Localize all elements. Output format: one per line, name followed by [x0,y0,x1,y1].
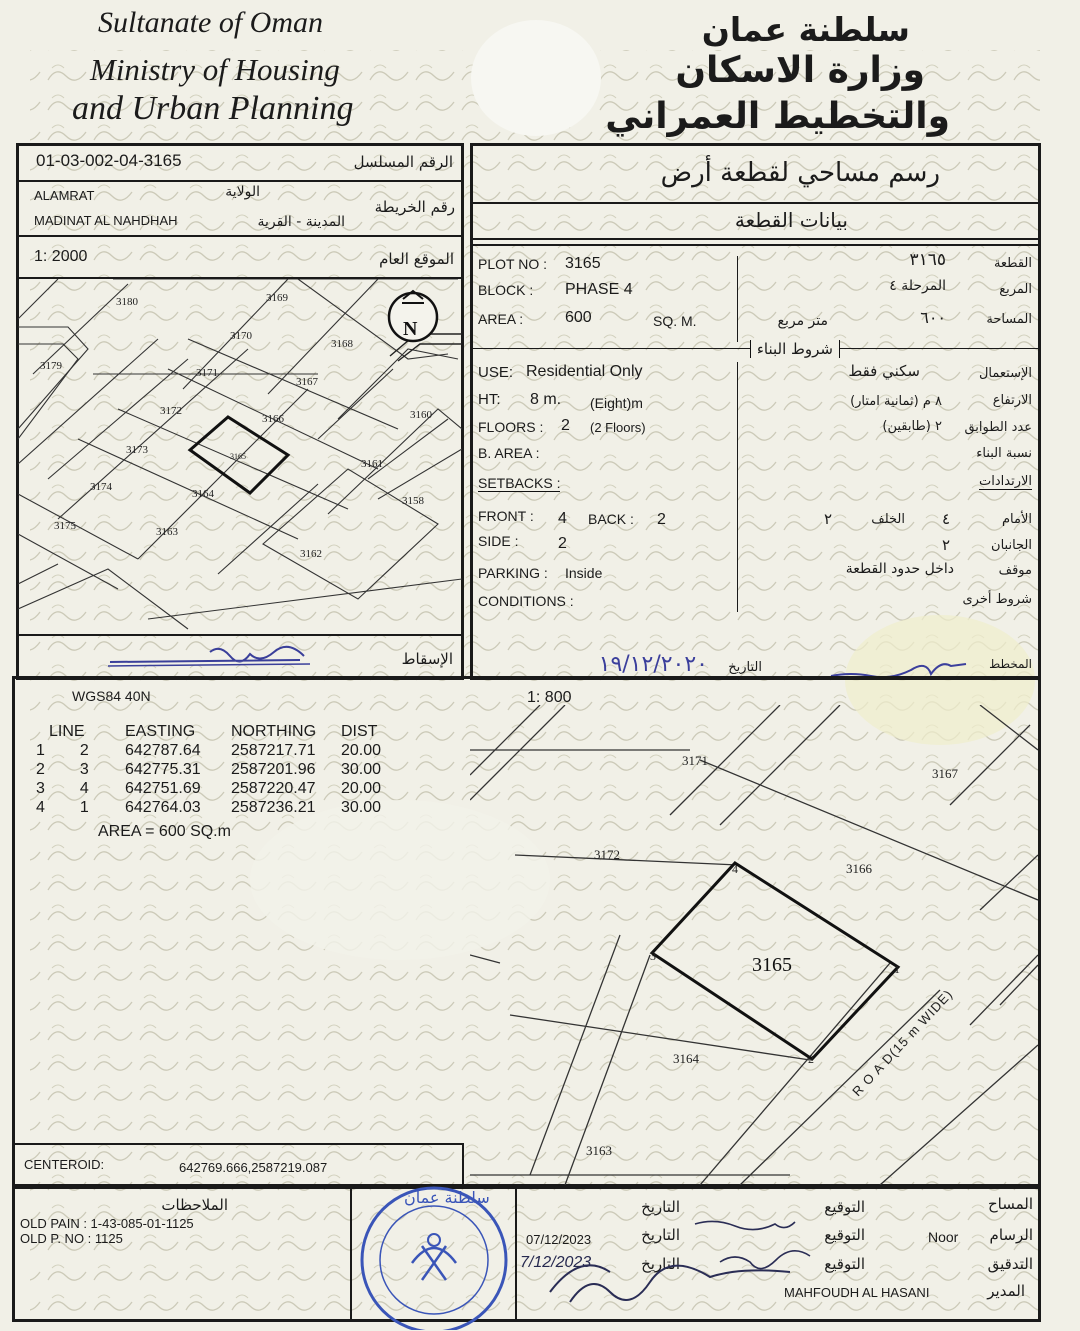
detail-plan-map [470,705,1038,1185]
plot-label: 3171 [682,753,708,768]
planner-date-handwritten: ١٩/١٢/٢٠٢٠ [598,652,708,677]
location-plot-label: 3166 [262,413,284,425]
date-label-3: التاريخ [641,1255,680,1273]
corner-label: 1 [894,962,900,976]
line-from: 1 [36,742,45,759]
floors-value: 2 [561,417,570,434]
location-plot-label: 3160 [410,409,432,421]
director-label: المدير [987,1282,1025,1300]
use-label-ar: الإستعمال [978,366,1032,381]
front-ar: ٤ [941,510,950,528]
corner-label: 2 [808,1052,814,1066]
back-ar: ٢ [823,510,832,528]
date-label-2: التاريخ [641,1226,680,1244]
height-ar: ٨ م (ثمانية امتار) [850,394,942,409]
line-from: 2 [36,761,45,778]
easting: 642751.69 [125,780,201,797]
northing: 2587236.21 [231,799,316,816]
centeroid-value: 642769.666,2587219.087 [179,1160,328,1175]
coordinates-table [36,722,387,817]
line-from: 3 [36,780,45,797]
location-plot-label: 3161 [361,458,383,470]
line-from: 4 [36,799,45,816]
front-value: 4 [558,510,567,527]
location-plot-label: 3172 [160,405,182,417]
use-label: USE: [478,364,514,381]
location-plot-label: 3173 [126,444,148,456]
north-letter: N [403,318,418,340]
side-label: SIDE : [478,533,519,549]
planner-date-label: التاريخ [728,660,762,675]
side-label-ar: الجانبان [991,538,1032,553]
signature-label-2: التوقيع [824,1226,865,1244]
header-en-line1: Sultanate of Oman [98,6,323,39]
location-map [18,279,462,633]
plot-label: 3163 [586,1143,612,1158]
plot-label: 3172 [594,847,620,862]
plot-label: 3166 [846,861,872,876]
parking-ar: داخل حدود القطعة [845,561,954,577]
parking-label-ar: موقف [998,563,1032,578]
projection-signature [100,640,330,670]
plot-data-subtitle: بيانات القطعة [734,208,848,232]
block-value: PHASE 4 [565,281,633,298]
header-ar-line1: سلطنة عمان [701,10,910,49]
notes-label: الملاحظات [161,1196,228,1214]
building-area-label: B. AREA : [478,445,540,461]
location-plot-label: 3158 [402,495,424,507]
plot-no-ar: ٣١٦٥ [909,250,946,270]
front-label: FRONT : [478,508,534,524]
projection-value: WGS84 40N [72,688,151,704]
conditions-label: CONDITIONS : [478,593,574,609]
location-plot-label: 3170 [230,330,252,342]
plot-no-label: PLOT NO : [478,256,547,272]
line-to: 2 [79,742,89,759]
location-plot-label: 3167 [296,376,318,388]
main-plot-label: 3165 [752,954,792,976]
location-label: الموقع العام [379,250,454,268]
line-to: 4 [79,780,89,797]
table-row [36,741,387,760]
floors-ar: ٢ (طابقين) [882,419,942,434]
height-value: 8 m. [530,391,562,408]
header-ar-line2: وزارة الاسكان [675,50,925,91]
header-northing: NORTHING [231,723,317,740]
location-plot-label: 3168 [331,338,353,350]
plot-label: 3167 [932,766,958,781]
signature-label-1: التوقيع [824,1198,865,1216]
back-label: BACK : [588,511,634,527]
signature-label-3: التوقيع [824,1255,865,1273]
location-plot-label: 3179 [40,360,62,372]
side-value: 2 [558,535,567,552]
director-name: MAHFOUDH AL HASANI [784,1285,930,1300]
height-words: (Eight)m [590,395,643,411]
old-plot-number: OLD P. NO : 1125 [20,1231,123,1246]
location-plot-label: 3171 [196,367,218,379]
area-unit-ar: متر مربع [777,313,828,329]
stamp-text: سلطنة عمان [404,1188,490,1207]
official-stamp [352,1178,517,1330]
block-ar: المرحلة ٤ [889,278,946,294]
floors-label: FLOORS : [478,419,544,435]
area-total: AREA = 600 SQ.m [98,823,231,840]
location-plot-label: 3162 [300,548,322,560]
use-value: Residential Only [526,363,643,380]
plot-label: 3164 [673,1051,699,1066]
old-pain: OLD PAIN : 1-43-085-01-1125 [20,1216,194,1231]
plot-drawing-title: رسم مساحي لقطعة أرض [660,158,940,188]
table-row [36,760,387,779]
location-plot-label: 3180 [116,296,138,308]
serial-label: الرقم المسلسل [353,153,453,171]
planner-label: المخطط [989,657,1032,671]
back-label-ar: الخلف [871,512,905,527]
wilayat-value: ALAMRAT [34,188,95,203]
city-value: MADINAT AL NAHDHAH [34,213,178,228]
location-plot-label: 3165 [230,452,246,461]
northing: 2587220.47 [231,780,316,797]
road-label: R O A D(15 m WIDE) [849,986,956,1100]
side-ar: ٢ [941,536,950,554]
dist: 30.00 [341,761,382,778]
drafter-label: الرسام [989,1226,1033,1244]
area-label-ar: المساحة [986,312,1032,327]
corner-label: 4 [732,862,738,876]
northing: 2587217.71 [231,742,316,759]
serial-number: 01-03-002-04-3165 [36,151,182,170]
header-en-line2: Ministry of Housing [90,52,340,87]
handwritten-signatures [530,1210,880,1320]
easting: 642787.64 [125,742,201,759]
location-plot-label: 3163 [156,526,178,538]
header-en-line3: and Urban Planning [72,90,354,127]
area-value: 600 [565,309,592,326]
height-label: HT: [478,391,501,408]
surveyor-label: المساح [987,1195,1033,1213]
height-label-ar: الارتفاع [992,393,1032,408]
date-label-1: التاريخ [641,1198,680,1216]
dist: 20.00 [341,742,382,759]
projection-label: الإسقاط [401,650,453,668]
table-row [36,779,387,798]
line-to: 3 [79,761,89,778]
building-area-label-ar: نسبة البناء [976,446,1032,461]
location-plot-label: 3164 [192,488,214,500]
location-scale: 1: 2000 [34,248,88,265]
easting: 642764.03 [125,799,201,816]
building-conditions-label: شروط البناء [750,340,840,358]
conditions-label-ar: شروط أخرى [962,592,1032,607]
city-label: المدينة - القرية [257,214,345,230]
checker-date: 7/12/2023 [520,1254,592,1271]
detail-scale: 1: 800 [527,689,572,706]
block-label-ar: المربع [999,282,1032,297]
corner-label: 3 [650,949,656,963]
checker-label: التدقيق [987,1255,1033,1273]
wilayat-label: الولاية [225,184,260,200]
drafter-name: Noor [928,1229,959,1245]
header-line: LINE [49,723,85,740]
location-plot-label: 3174 [90,481,112,493]
coordinates-header-row [36,722,387,741]
floors-label-ar: عدد الطوابق [964,420,1032,435]
header-ar-line3: والتخطيط العمراني [605,96,950,137]
location-plot-label: 3175 [54,520,76,532]
plot-no-value: 3165 [565,255,601,272]
centeroid-label: CENTEROID: [24,1157,105,1172]
area-unit: SQ. M. [653,313,697,329]
block-label: BLOCK : [478,282,534,298]
front-label-ar: الأمام [1002,512,1032,527]
location-plot-label: 3169 [266,292,288,304]
header-dist: DIST [341,723,378,740]
plot-label-ar: القطعة [993,256,1032,271]
table-row [36,798,387,817]
back-value: 2 [657,511,666,528]
area-ar: ٦٠٠ [920,308,946,327]
setbacks-label: SETBACKS : [478,475,561,491]
dist: 20.00 [341,780,382,797]
header-easting: EASTING [125,723,196,740]
parking-value: Inside [565,565,603,581]
easting: 642775.31 [125,761,201,778]
northing: 2587201.96 [231,761,316,778]
use-ar: سكني فقط [848,362,920,380]
line-to: 1 [79,799,89,816]
map-number-label: رقم الخريطة [374,198,455,216]
dist: 30.00 [341,799,382,816]
setbacks-label-ar: الارتدادات [979,474,1032,489]
drafter-date: 07/12/2023 [526,1232,592,1247]
parking-label: PARKING : [478,565,548,581]
floors-words: (2 Floors) [590,420,646,435]
area-label: AREA : [478,311,524,327]
